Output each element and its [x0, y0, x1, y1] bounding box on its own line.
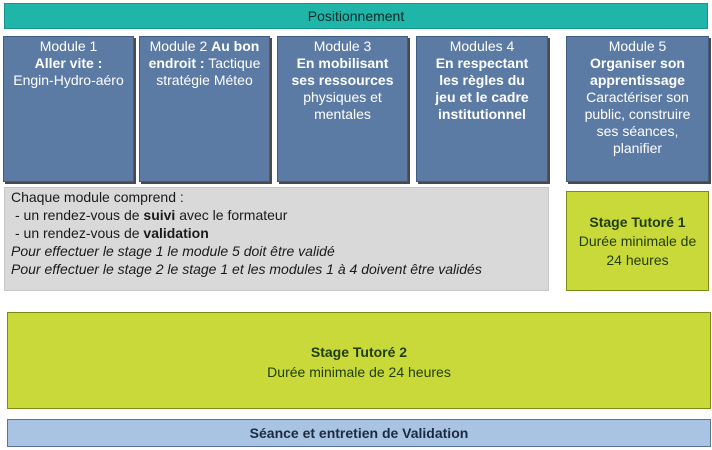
module-1-desc: Engin-Hydro-aéro [13, 72, 124, 88]
module-2-box [139, 36, 270, 182]
info-item-validation-prefix: - un rendez-vous de [15, 225, 144, 241]
module-3-title: En mobilisant ses ressources [291, 55, 394, 88]
module-2-title: Au bon endroit : [148, 38, 260, 71]
module-2-label: Module 2 [149, 38, 208, 54]
info-item-suivi-suffix: avec le formateur [175, 207, 288, 223]
stage-tutore-2-box [7, 312, 711, 409]
stage-2-duration: Durée minimale de 24 heures [267, 364, 451, 380]
info-item-validation [11, 224, 542, 242]
module-1-title: Aller vite : [34, 55, 103, 71]
info-item-suivi-bold: suivi [143, 207, 176, 223]
positionnement-box [4, 3, 708, 29]
validation-box [7, 419, 711, 447]
module-1-box [3, 36, 134, 182]
stage-1-duration: Durée minimale de 24 heures [578, 233, 697, 268]
info-note-stage-1: Pour effectuer le stage 1 le module 5 doit être validé [11, 243, 335, 259]
module-4-title: En respectant les règles du jeu et le cadre institutionnel [435, 55, 529, 122]
stage-2-title: Stage Tutoré 2 [310, 344, 408, 360]
info-item-validation-bold: validation [143, 225, 209, 241]
module-info-box [4, 187, 549, 291]
positionnement-label: Positionnement [307, 8, 405, 24]
module-4-label: Modules 4 [449, 38, 515, 54]
info-item-suivi [11, 206, 542, 224]
module-5-label: Module 5 [608, 38, 667, 54]
module-2-desc: Tactique stratégie Méteo [156, 55, 261, 88]
stage-1-title: Stage Tutoré 1 [589, 214, 686, 230]
module-2-text [140, 38, 269, 89]
module-5-desc: Caractériser son public, construire ses séances, planifier [584, 89, 691, 156]
module-3-box [277, 36, 408, 182]
module-3-label: Module 3 [313, 38, 372, 54]
module-5-box [566, 36, 709, 182]
validation-label: Séance et entretien de Validation [249, 425, 469, 441]
module-3-desc: physiques et mentales [303, 89, 382, 122]
stage-tutore-1-box [566, 191, 709, 291]
info-intro: Chaque module comprend : [11, 189, 184, 205]
module-5-title: Organiser son apprentissage [590, 55, 685, 88]
info-note-stage-2: Pour effectuer le stage 2 le stage 1 et les modules 1 à 4 doivent être validés [11, 261, 482, 277]
module-1-label: Module 1 [39, 38, 98, 54]
info-item-suivi-prefix: - un rendez-vous de [15, 207, 144, 223]
module-4-box [416, 36, 548, 182]
